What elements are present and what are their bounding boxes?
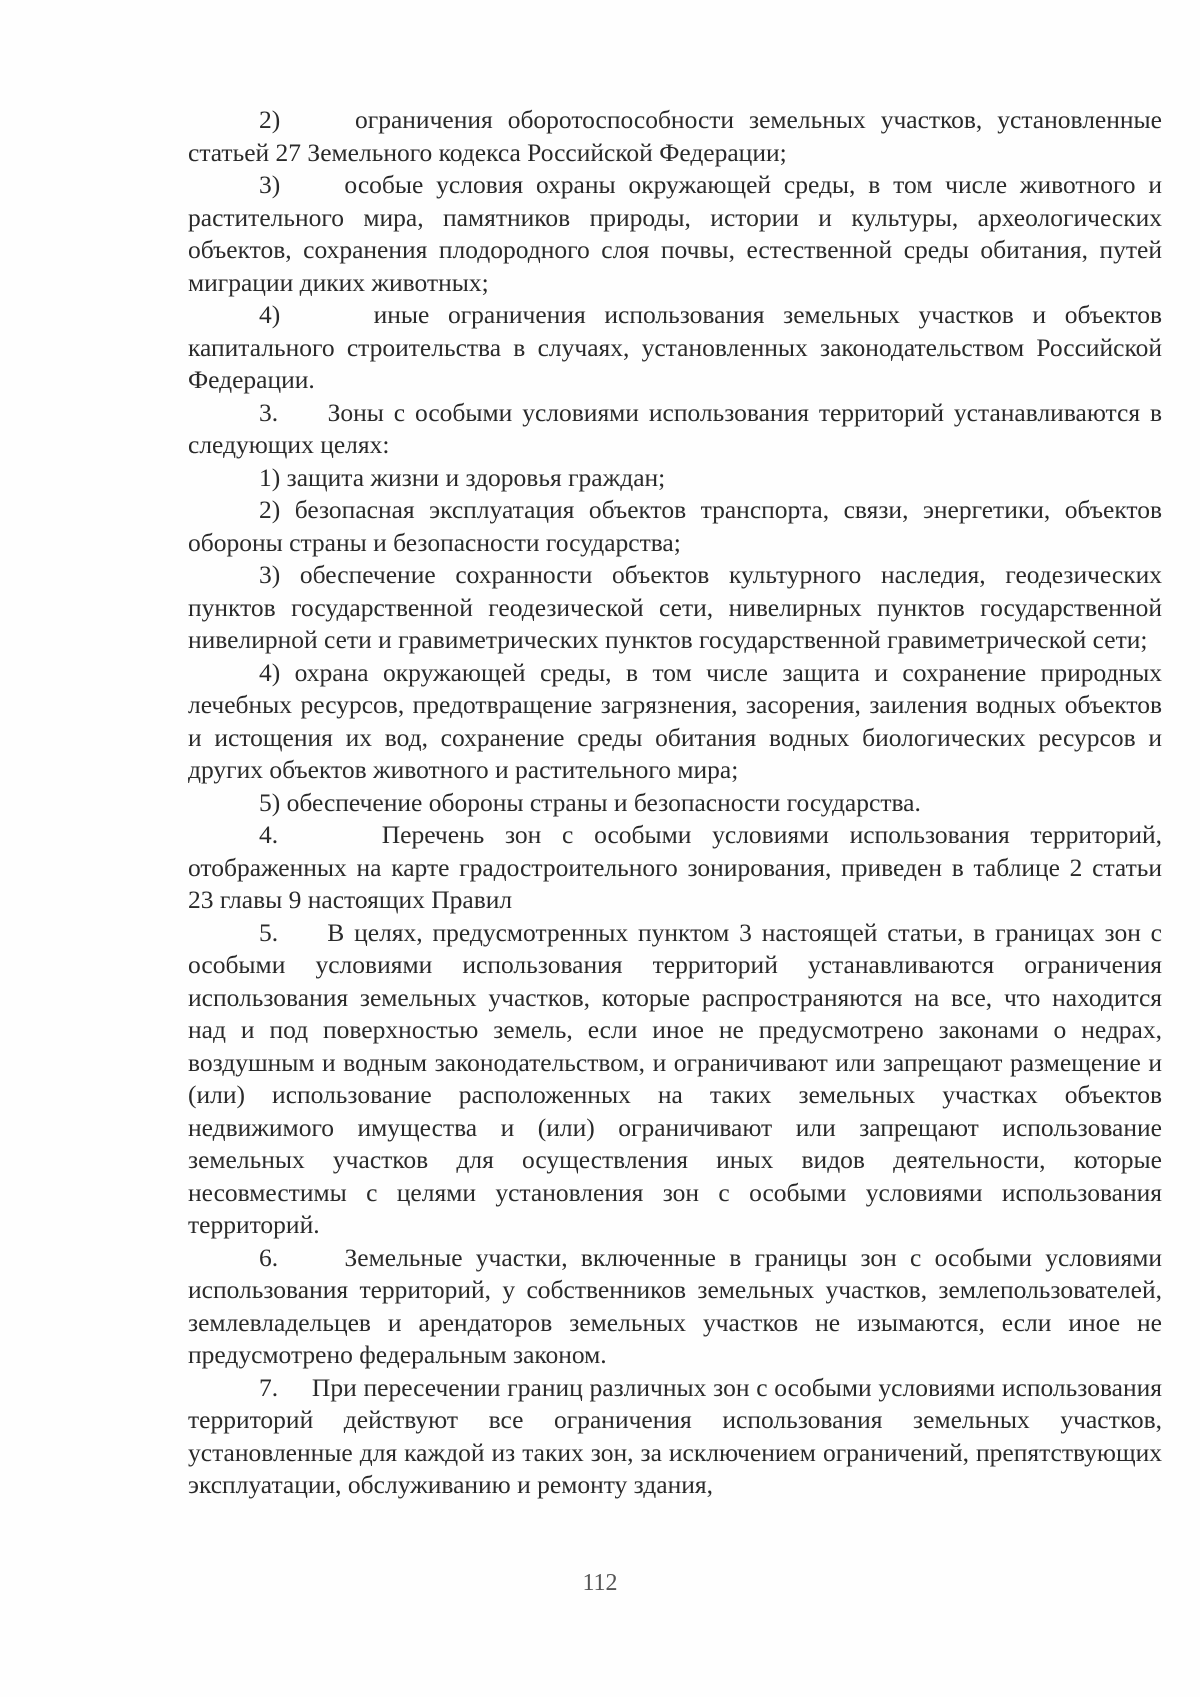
paragraph-goal-3: 3) обеспечение сохранности объектов культурного наследия, геодезических пунктов государственной геодезической сети, нивелирных пунктов государственной нивелирной сети и гравиметрических пунктов государственной гравиметрической сети; [188, 560, 1162, 654]
page-number: 112 [582, 1570, 618, 1596]
paragraph-goal-2: 2) безопасная эксплуатация объектов транспорта, связи, энергетики, объектов обороны страны и безопасности государства; [188, 495, 1162, 557]
paragraph-item-2: 2) ограничения оборотоспособности земельных участков, установленные статьей 27 Земельного кодекса Российской Федерации; [188, 105, 1162, 167]
paragraph-goal-5: 5) обеспечение обороны страны и безопасности государства. [259, 787, 921, 817]
paragraph-section-4: 4. Перечень зон с особыми условиями использования территорий, отображенных на карте градостроительного зонирования, приведен в таблице 2 статьи 23 главы 9 настоящих Правил [188, 820, 1162, 914]
paragraph-item-3: 3) особые условия охраны окружающей среды, в том числе животного и растительного мира, памятников природы, истории и культуры, археологических объектов, сохранения плодородного слоя почвы, естественной среды обитания, путей миграции диких животных; [188, 170, 1162, 297]
paragraph-item-4: 4) иные ограничения использования земельных участков и объектов капитального строительства в случаях, установленных законодательством Российской Федерации. [188, 300, 1162, 394]
paragraph-section-3: 3. Зоны с особыми условиями использования территорий устанавливаются в следующих целях: [188, 397, 1162, 459]
paragraph-section-6: 6. Земельные участки, включенные в границы зон с особыми условиями использования территорий, у собственников земельных участков, землепользователей, землевладельцев и арендаторов земельных участков не изымаются, если иное не предусмотрено федеральным законом. [188, 1242, 1162, 1369]
paragraph-section-7: 7. При пересечении границ различных зон с особыми условиями использования территорий действуют все ограничения использования земельных участков, установленные для каждой из таких зон, за исключением ограничений, препятствующих эксплуатации, обслуживанию и ремонту здания, [188, 1372, 1162, 1499]
paragraph-goal-1: 1) защита жизни и здоровья граждан; [259, 462, 666, 492]
paragraph-goal-4: 4) охрана окружающей среды, в том числе защита и сохранение природных лечебных ресурсов, предотвращение загрязнения, засорения, заиления водных объектов и истощения их вод, сохранение среды обитания водных биологических ресурсов и других объектов животного и растительного мира; [188, 657, 1162, 784]
body-text [188, 104, 1162, 1502]
paragraph-section-5: 5. В целях, предусмотренных пунктом 3 настоящей статьи, в границах зон с особыми условиями использования территорий устанавливаются ограничения использования земельных участков, которые распространяются на все, что находится над и под поверхностью земель, если иное не предусмотрено законами о недрах, воздушным и водным законодательством, и ограничивают или запрещают размещение и (или) использование расположенных на таких земельных участках объектов недвижимого имущества и (или) ограничивают или запрещают использование земельных участков для осуществления иных видов деятельности, которые несовместимы с целями установления зон с особыми условиями использования территорий. [188, 917, 1162, 1239]
